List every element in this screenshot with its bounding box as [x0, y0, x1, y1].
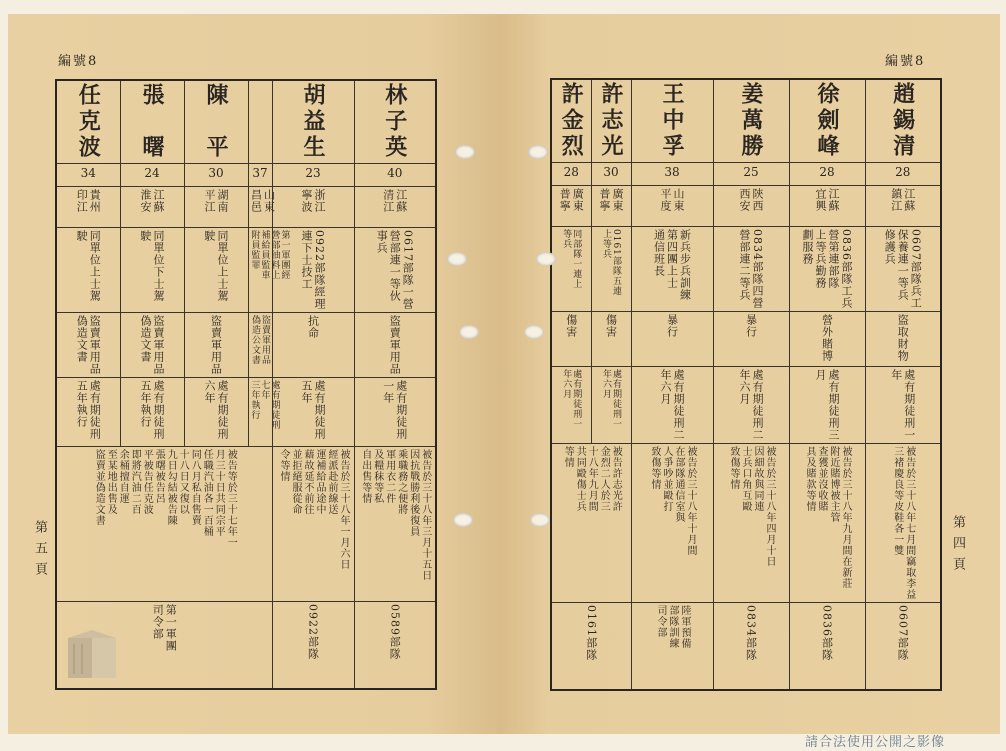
- crime: 盜賣軍用品: [209, 315, 223, 375]
- crime: 盜取財物: [896, 314, 910, 362]
- person-name: 張 曙: [139, 83, 165, 161]
- left-register-table: [55, 79, 437, 690]
- person-name: 許金烈: [558, 82, 585, 160]
- sentence: 處有期徒刑 一年: [381, 380, 408, 440]
- case-detail: 被告於三十八年七月間竊取李益 三褚慶良等皮鞋各一雙: [891, 446, 915, 600]
- age: 38: [631, 163, 713, 186]
- reporting-unit: 0836部隊: [820, 605, 834, 661]
- detail-row: [56, 447, 436, 602]
- binding-hole: [447, 252, 467, 266]
- case-detail: 被告許志光許 金烈二人於三 十八年九月間 共同毆傷士兵 等情: [562, 446, 622, 512]
- sentence: 處有期徒刑二 年六月: [659, 369, 685, 441]
- crime: 盜賣軍用品 偽造文書: [139, 315, 165, 375]
- reporting-unit: 0589部隊: [388, 604, 402, 660]
- age: 30: [184, 164, 248, 187]
- unit-rank: 0617部隊一營 營部連一等伙 事兵: [375, 230, 415, 310]
- reporting-unit: 第一軍團 司令部: [151, 604, 178, 652]
- sentence: 處有期徒刑 六年: [203, 380, 229, 440]
- sentence: 處有期徒刑一 年: [889, 369, 916, 441]
- right-register-table: [550, 78, 942, 691]
- sentence: 處有期徒刑三 月: [814, 369, 840, 441]
- crime-row: [56, 313, 436, 378]
- unit-rank: 新兵步兵訓練 第四團上士 通信班長: [652, 229, 692, 301]
- sentence: 處有期徒刑 五年執行: [139, 380, 165, 440]
- unit-row: [56, 228, 436, 313]
- person-name: 王中孚: [659, 82, 685, 160]
- case-detail: 被告於三十八年一月六日 經派赴前線送 運補給品途中 藉故延不前往 並拒絕服從命 令等情: [278, 449, 349, 570]
- origin: 江蘇 淮安: [139, 189, 165, 213]
- unit-row: [551, 227, 941, 312]
- person-name: 許志光: [598, 82, 624, 160]
- unit-rank: 同單位下士駕 駛: [139, 230, 165, 302]
- unit-rank: 0836部隊工兵 營第連部隊 上等兵勤務 劃服務: [801, 229, 853, 309]
- page-number-right: 第四頁: [950, 515, 965, 578]
- person-name: 徐劍峰: [814, 82, 840, 160]
- age: 28: [551, 163, 591, 186]
- header-number-left: 編號8: [58, 54, 99, 69]
- case-detail: 被告於三十八年三月十五日 因抗戰勝利後復員 乘職務之便將 軍用衣二件 及糧秣等私 自出售等情: [359, 449, 431, 581]
- crime: 盜賣軍用品 偽造公文書: [250, 315, 270, 365]
- age: 23: [272, 164, 354, 187]
- sentence: 處有期徒刑一 年六月: [561, 369, 582, 429]
- sentence-row: [551, 367, 941, 444]
- case-detail: 被告於三十八年四月十日 因細故與同連 士兵口角互毆 致傷等情: [728, 446, 775, 567]
- origin: 山東 平度: [659, 188, 685, 212]
- age: 24: [120, 164, 184, 187]
- origin: 江蘇 鎮江: [889, 188, 916, 212]
- person-name: 趙錫清: [889, 82, 916, 160]
- crime: 盜賣軍用品: [388, 315, 402, 375]
- person-name: 林子英: [381, 83, 408, 161]
- origin-row: [56, 187, 436, 228]
- age: 28: [789, 163, 865, 186]
- crime: 暴行: [744, 314, 758, 338]
- case-detail: 被告於三十八年十月間 在部隊通信室與 人爭吵並毆打 致傷等情: [649, 446, 696, 556]
- person-name: 任克波: [75, 83, 102, 161]
- crime: 抗命: [306, 315, 320, 339]
- binding-hole: [524, 325, 544, 339]
- reporting-unit: 陸軍預備 部隊訓練 司令部: [655, 605, 690, 649]
- reporting-unit: 0922部隊: [306, 604, 320, 660]
- crime: 傷害: [564, 314, 578, 338]
- sentence: 處有期徒刑二 年六月: [738, 369, 764, 441]
- origin: 陝西 西安: [738, 188, 764, 212]
- origin: 貴州 印江: [75, 189, 102, 213]
- sentence-row: [56, 378, 436, 447]
- age-row: [551, 163, 941, 186]
- origin: 湖南 平江: [203, 189, 229, 213]
- name-row: [56, 80, 436, 164]
- binding-hole: [459, 325, 479, 339]
- person-name: 陳 平: [203, 83, 229, 161]
- age: 30: [591, 163, 631, 186]
- age: 28: [865, 163, 941, 186]
- origin-row: [551, 186, 941, 227]
- age: 37: [248, 164, 272, 187]
- origin: 浙江 寧波: [300, 189, 326, 213]
- unit-rank: 0922部隊經理 連下士技工: [300, 230, 326, 310]
- crime: 傷害: [604, 314, 618, 338]
- name-row: [551, 79, 941, 163]
- unit-rank: 同單位上士駕 駛: [203, 230, 229, 302]
- origin: 江蘇 宜興: [814, 188, 840, 212]
- binding-hole: [536, 252, 556, 266]
- unit-rank: 同單位上士駕 駛: [75, 230, 102, 302]
- reporting-unit-row: [551, 603, 941, 691]
- binding-hole: [453, 513, 473, 527]
- reporting-unit: 0834部隊: [744, 605, 758, 661]
- binding-hole: [528, 145, 548, 159]
- unit-rank: 0161部隊五連 上等兵: [601, 229, 621, 296]
- crime-row: [551, 312, 941, 367]
- age: 25: [713, 163, 789, 186]
- age-row: [56, 164, 436, 187]
- crime: 盜賣軍用品 偽造文書: [75, 315, 102, 375]
- origin: 廣東 普寧: [598, 188, 624, 212]
- binding-hole: [530, 513, 550, 527]
- origin: 江蘇 清江: [381, 189, 408, 213]
- sentence: 處有期徒刑 五年執行: [75, 380, 102, 440]
- unit-rank: 第一軍團經 營部油料上 補給員監車 附員監罪: [249, 230, 290, 280]
- case-detail: 被告於三十八年九月間在新莊 附近賭博被主管 查獲並沒收賭 具及賭款等情: [804, 446, 851, 589]
- page-number-left: 第五頁: [32, 520, 47, 583]
- detail-row: [551, 444, 941, 603]
- age: 40: [354, 164, 436, 187]
- sentence: 處有期徒刑 七年 三年執行: [249, 380, 280, 430]
- unit-rank: 0607部隊兵工 保養連一等兵 修護兵: [883, 229, 923, 309]
- origin: 山東 昌邑: [249, 189, 276, 213]
- reporting-unit: 0607部隊: [896, 605, 910, 661]
- origin: 廣東 普寧: [558, 188, 585, 212]
- person-name: 胡益生: [300, 83, 326, 161]
- archive-book-logo: [62, 626, 122, 686]
- watermark-text: 請合法使用公開之影像: [805, 735, 946, 750]
- reporting-unit: 0161部隊: [584, 605, 598, 661]
- unit-rank: 0834部隊四營 營部連二等兵: [738, 229, 764, 309]
- sentence: 處有期徒刑 五年: [300, 380, 326, 440]
- sentence: 處有期徒刑一 年六月: [601, 369, 621, 429]
- crime: 暴行: [665, 314, 679, 338]
- person-name: 姜萬勝: [738, 82, 764, 160]
- age: 34: [56, 164, 120, 187]
- crime: 營外賭博: [820, 314, 834, 362]
- header-number-right: 編號8: [885, 54, 926, 69]
- unit-rank: 同部隊一連上 等兵: [561, 229, 582, 289]
- case-detail: 被告等於三十七年一 月三十日共同宗平 任職汽油各一百桶 同八月私自售賣 十八日又復以 九日勾結被告陳 張曙被告呂 平被告任克波 即將汽油二百 余桶擅自運 至某地出售及 盜賣並偽造文書: [93, 449, 237, 548]
- binding-hole: [455, 145, 475, 159]
